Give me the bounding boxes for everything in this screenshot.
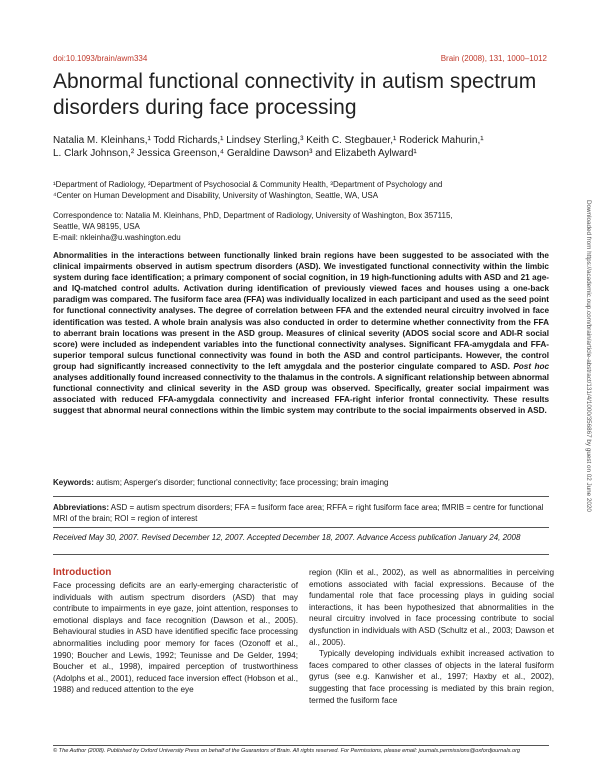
affiliations <box>53 179 553 201</box>
abstract-text: Abnormalities in the interactions between functionally linked brain regions have been suggested to be associated with the clinical impairments observed in autism spectrum disorders (ASD). We investigated functional connectivity within the limbic system during face identification; a primary component of social cognition, in 19 high-functioning adults with ASD and 21 age-and IQ-matched control adults. Activation during identification of previously viewed faces and houses using a one-back paradigm was compared. The fusiform face area (FFA) was individually localized in each participant and used as the seed point for functional connectivity analyses. The degree of correlation between FFA and the extended neural circuitry involved in face identification was tested. A whole brain analysis was also conducted in order to determine whether connectivity from the FFA to aberrant brain locations was present in the ASD group. Measures of clinical severity (ADOS social score and ADI-R social score) were included as independent variables into the functional connectivity analyses. Significant FFA-amygdala and FFA-superior temporal sulcus functional connectivity was found in both the ASD and control participants. However, the control group had significantly increased connectivity to the left amygdala and the posterior cingulate compared to ASD. <box>53 251 549 371</box>
body-column-left <box>53 580 298 696</box>
abbreviations <box>53 502 549 524</box>
abstract <box>53 250 549 416</box>
keywords <box>53 477 549 488</box>
correspondence-email[interactable]: E-mail: nkleinha@u.washington.edu <box>53 233 181 242</box>
author-line: L. Clark Johnson,² Jessica Greenson,⁴ Geraldine Dawson³ and Elizabeth Aylward¹ <box>53 147 417 159</box>
abbreviations-text: ASD = autism spectrum disorders; FFA = fusiform face area; RFFA = right fusiform face area; fMRIB = centre for functional MRI of the brain; ROI = region of interest <box>53 503 544 523</box>
keywords-text: autism; Asperger's disorder; functional connectivity; face processing; brain imaging <box>93 478 389 487</box>
journal-citation: Brain (2008), 131, 1000–1012 <box>440 54 547 63</box>
abstract-italic: Post hoc <box>513 361 550 371</box>
body-column-right <box>309 567 554 706</box>
download-watermark-text: Downloaded from https://academic.oup.com/brain/article-abstract/131/4/1000/356867 by guest on 02 June 2020 <box>585 200 592 512</box>
author-line: Natalia M. Kleinhans,¹ Todd Richards,¹ Lindsey Sterling,³ Keith C. Stegbauer,¹ Roderick Mahurin,¹ <box>53 135 484 146</box>
correspondence-line: Correspondence to: Natalia M. Kleinhans, PhD, Department of Radiology, University of Washington, Box 357115, <box>53 211 453 220</box>
doi-link[interactable]: doi:10.1093/brain/awm334 <box>53 54 148 63</box>
article-title: Abnormal functional connectivity in autism spectrum disorders during face processing <box>53 70 537 119</box>
copyright-footer: © The Author (2008). Published by Oxford University Press on behalf of the Guarantors of Brain. All rights reserved. For Permissions, please email: journals.permissions@oxfordjournals.org <box>53 748 521 754</box>
abstract-text: analyses additionally found increased connectivity to the thalamus in the controls. A significant relationship between abnormal functional connectivity and clinical severity in the ASD group was observed. Specifically, greater social impairment was associated with reduced FFA-amygdala connectivity and increased FFA-right inferior frontal connectivity. These results suggest that abnormal neural connections within the limbic system may contribute to the social impairments observed in ASD. <box>53 373 549 416</box>
correspondence <box>53 210 553 243</box>
divider <box>53 745 549 746</box>
divider <box>53 496 549 497</box>
paragraph: Face processing deficits are an early-emerging characteristic of individuals with autism spectrum disorders (ASD) that may contribute to impairments in eye gaze, joint attention, responses to emotional displays and face recognition (Dawson et al., 2005). Behavioural studies in ASD have identified specific face processing abnormalities including poor memory for faces (Ozonoff et al., 1990; Boucher and Lewis, 1992; Teunisse and De Gelder, 1994; Boucher et al., 1998), impaired perception of trustworthiness (Adolphs et al., 2001), reduced face inversion effect (Hobson et al., 1988) and reduced attention to the eye <box>53 581 298 695</box>
paragraph: region (Klin et al., 2002), as well as abnormalities in perceiving emotions associated with facial expressions. Because of the fundamental role that face processing plays in guiding social interactions, it has been hypothesized that abnormalities in the neural circuitry involved in face processing contribute to social dysfunction in individuals with ASD (Schultz et al., 2003; Dawson et al., 2005). <box>309 568 554 647</box>
divider <box>53 554 549 555</box>
section-heading-introduction: Introduction <box>53 567 112 578</box>
publication-dates: Received May 30, 2007. Revised December 12, 2007. Accepted December 18, 2007. Advance Access publication January 24, 2008 <box>53 533 521 542</box>
correspondence-line: Seattle, WA 98195, USA <box>53 222 140 231</box>
affiliation-line: ⁴Center on Human Development and Disability, University of Washington, Seattle, WA, USA <box>53 191 379 200</box>
author-list <box>53 135 553 160</box>
keywords-label: Keywords: <box>53 478 94 487</box>
affiliation-line: ¹Department of Radiology, ²Department of Psychosocial & Community Health, ³Department of Psychology and <box>53 180 443 189</box>
divider <box>53 527 549 528</box>
paragraph: Typically developing individuals exhibit increased activation to faces compared to other classes of objects in the lateral fusiform gyrus (see e.g. Kanwisher et al., 1997; Haxby et al., 2002), suggesting that face processing is mediated by this brain region, termed the fusiform face <box>309 649 554 705</box>
download-watermark <box>582 200 592 600</box>
abbreviations-label: Abbreviations: <box>53 503 110 512</box>
